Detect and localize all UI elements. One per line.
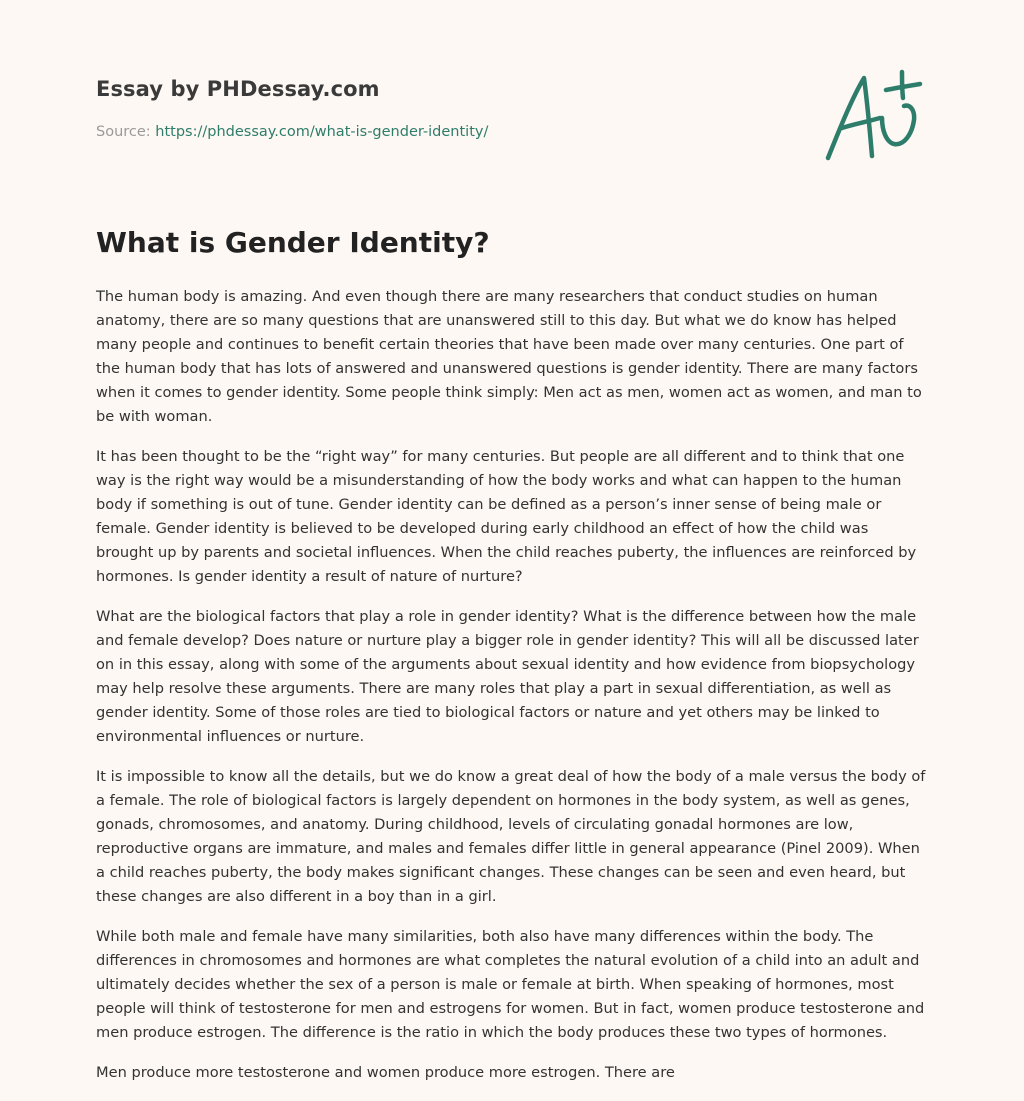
- paragraph: Men produce more testosterone and women produce more estrogen. There are: [96, 1064, 675, 1081]
- source-label: Source:: [96, 124, 156, 140]
- site-brand: Essay by PHDessay.com: [96, 77, 380, 101]
- paragraph: What are the biological factors that play a role in gender identity? What is the difference between how the male and female develop? Does nature or nurture play a bigger role in gender identity? This will all be discussed later on in this essay, along with some of the arguments about sexual identity and how evidence from biopsychology may help resolve these arguments. There are many roles that play a part in sexual differentiation, as well as gender identity. Some of those roles are tied to biological factors or nature and yet others may be linked to environmental influences or nurture.: [96, 608, 919, 745]
- source-line: [96, 124, 488, 140]
- a-plus-logo-icon: [822, 68, 926, 164]
- paragraph: It is impossible to know all the details, but we do know a great deal of how the body of a male versus the body of a female. The role of biological factors is largely dependent on hormones in the body system, as well as genes, gonads, chromosomes, and anatomy. During childhood, levels of circulating gonadal hormones are low, reproductive organs are immature, and males and females differ little in general appearance (Pinel 2009). When a child reaches puberty, the body makes significant changes. These changes can be seen and even heard, but these changes are also different in a boy than in a girl.: [96, 768, 926, 905]
- paragraph: While both male and female have many similarities, both also have many differences within the body. The differences in chromosomes and hormones are what completes the natural evolution of a child into an adult and ultimately decides whether the sex of a person is male or female at birth. When speaking of hormones, most people will think of testosterone for men and estrogens for women. But in fact, women produce testosterone and men produce estrogen. The difference is the ratio in which the body produces these two types of hormones.: [96, 928, 925, 1041]
- source-link[interactable]: https://phdessay.com/what-is-gender-identity/: [155, 124, 489, 140]
- paragraph: It has been thought to be the “right way” for many centuries. But people are all different and to think that one way is the right way would be a misunderstanding of how the body works and what can happen to the human body if something is out of tune. Gender identity can be defined as a person’s inner sense of being male or female. Gender identity is believed to be developed during early childhood an effect of how the child was brought up by parents and societal influences. When the child reaches puberty, the influences are reinforced by hormones. Is gender identity a result of nature of nurture?: [96, 448, 917, 585]
- essay-body: [96, 285, 928, 1101]
- paragraph: The human body is amazing. And even though there are many researchers that conduct studies on human anatomy, there are so many questions that are unanswered still to this day. But what we do know has helped many people and continues to benefit certain theories that have been made over many centuries. One part of the human body that has lots of answered and unanswered questions is gender identity. There are many factors when it comes to gender identity. Some people think simply: Men act as men, women act as women, and man to be with woman.: [96, 288, 922, 425]
- page-title: What is Gender Identity?: [96, 226, 490, 259]
